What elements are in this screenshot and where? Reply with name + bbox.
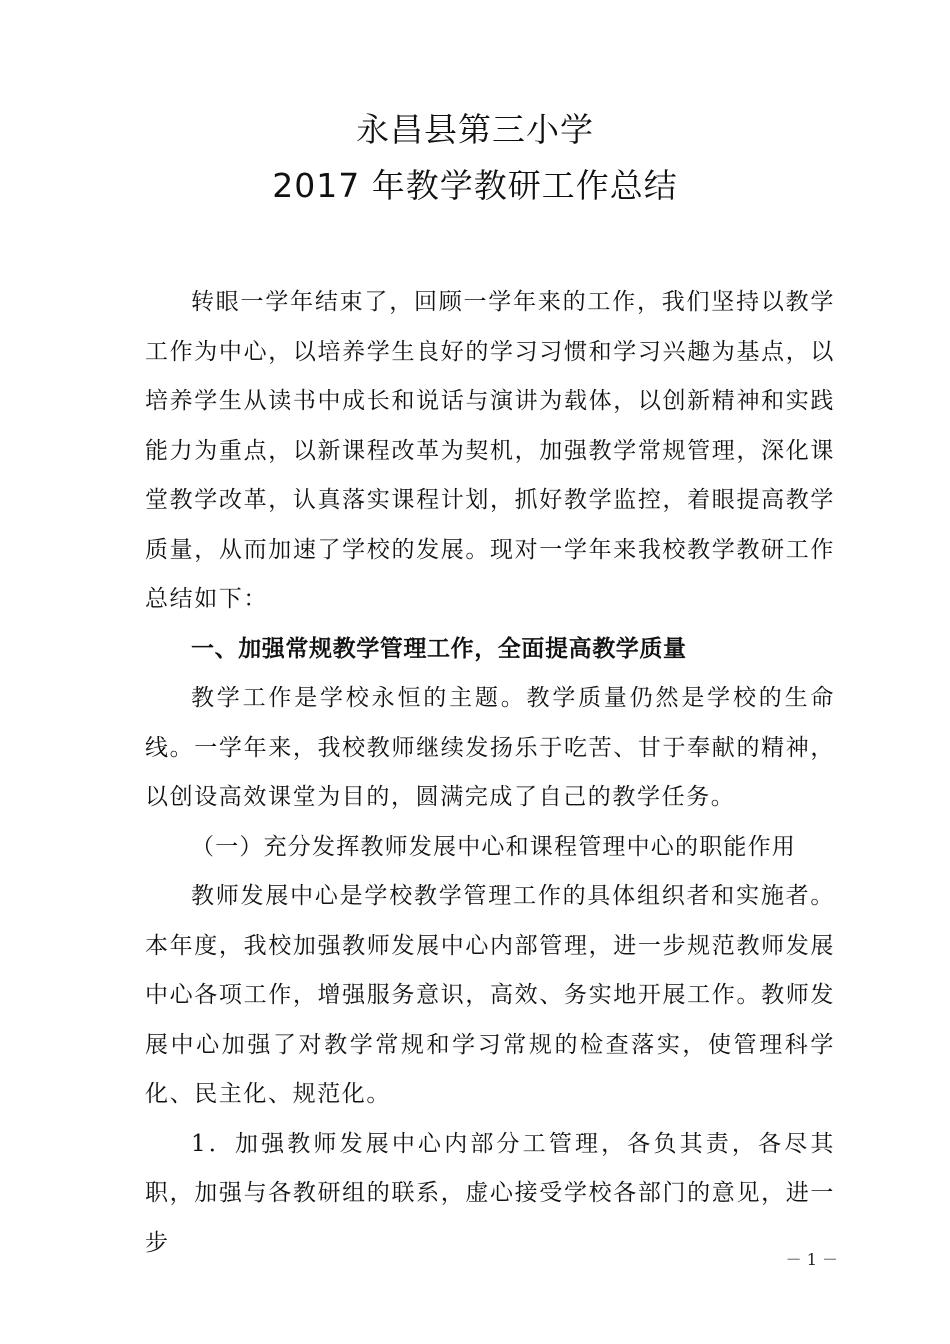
section1-heading: 一、加强常规教学管理工作，全面提高教学质量	[191, 635, 687, 662]
document-body	[145, 278, 835, 1268]
subsection1-heading: （一）充分发挥教师发展中心和课程管理中心的职能作用	[191, 833, 796, 860]
section1-paragraph: 教学工作是学校永恒的主题。教学质量仍然是学校的生命线。一学年来，我校教师继续发扬乐于吃苦、甘于奉献的精神，以创设高效课堂为目的，圆满完成了自己的教学任务。	[145, 685, 835, 810]
document-title-line2: 2017 年教学教研工作总结	[272, 166, 678, 205]
subsection1-paragraph: 教师发展中心是学校教学管理工作的具体组织者和实施者。本年度，我校加强教师发展中心内部管理，进一步规范教师发展中心各项工作，增强服务意识，高效、务实地开展工作。教师发展中心加强了对教学常规和学习常规的检查落实，使管理科学化、民主化、规范化。	[145, 883, 835, 1107]
intro-paragraph: 转眼一学年结束了，回顾一学年来的工作，我们坚持以教学工作为中心，以培养学生良好的学习习惯和学习兴趣为基点，以培养学生从读书中成长和说话与演讲为载体，以创新精神和实践能力为重点，以新课程改革为契机，加强教学常规管理，深化课堂教学改革，认真落实课程计划，抓好教学监控，着眼提高教学质量，从而加速了学校的发展。现对一学年来我校教学教研工作总结如下：	[145, 289, 835, 612]
item1-paragraph: 1．加强教师发展中心内部分工管理，各负其责，各尽其职，加强与各教研组的联系，虚心接受学校各部门的意见，进一步	[145, 1130, 835, 1256]
document-title-line1: 永昌县第三小学	[356, 110, 594, 149]
page-number: － 1 －	[785, 1250, 838, 1269]
